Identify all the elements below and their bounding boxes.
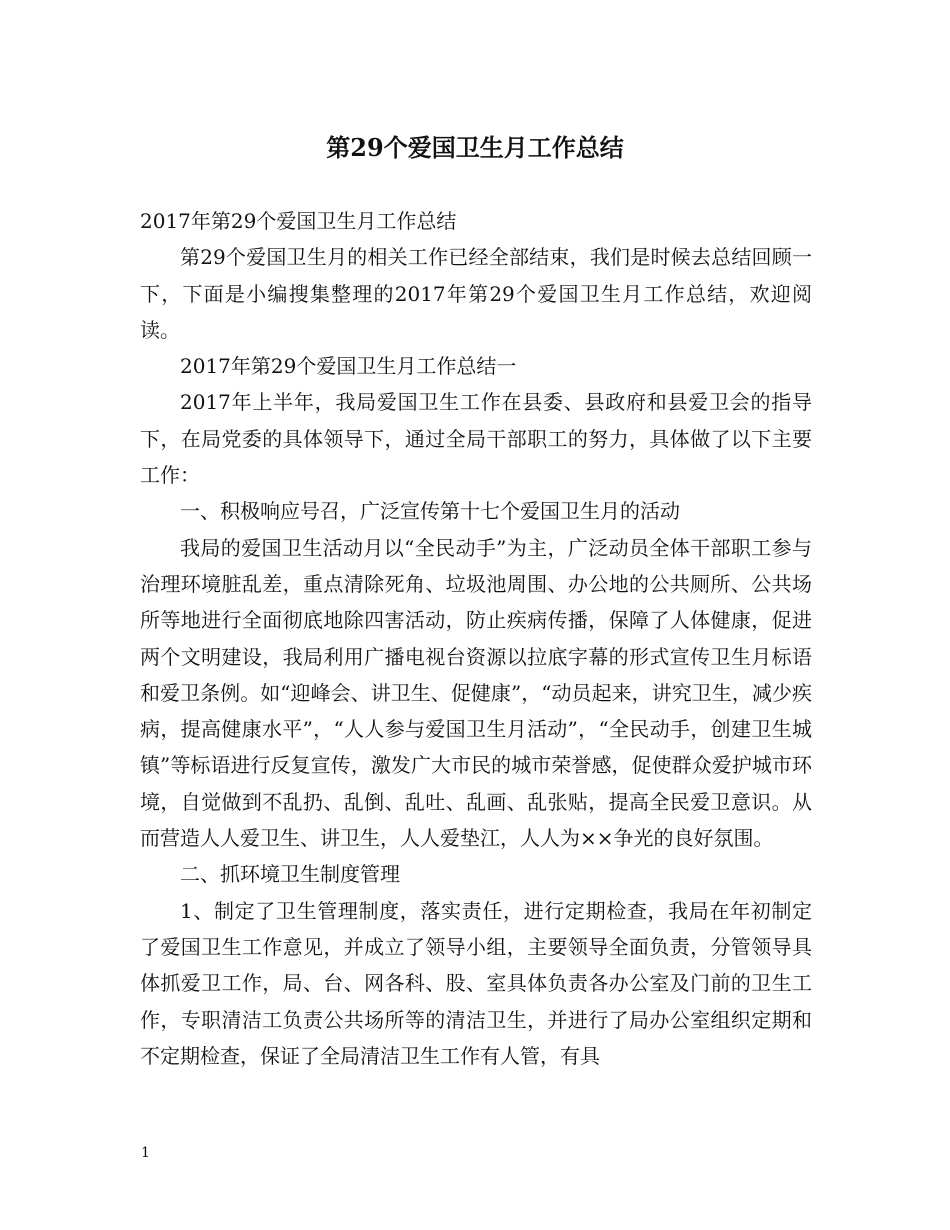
section-heading-propaganda: 一、积极响应号召，广泛宣传第十七个爱国卫生月的活动 (180, 499, 680, 524)
document-body (140, 203, 812, 1074)
document-title: 第29个爱国卫生月工作总结 (326, 133, 624, 162)
body-paragraph: 1、制定了卫生管理制度，落实责任，进行定期检查，我局在年初制定了爱国卫生工作意见，并成立了领导小组，主要领导全面负责，分管领导具体抓爱卫工作，局、台、网各科、股、室具体负责各办公室及门前的卫生工作，专职清洁工负责公共场所等的清洁卫生，并进行了局办公室组织定期和不定期检查，保证了全局清洁卫生工作有人管，有具 (140, 898, 812, 1068)
subtitle-paragraph: 2017年第29个爱国卫生月工作总结 (140, 209, 457, 233)
section-heading-management: 二、抓环境卫生制度管理 (180, 862, 400, 887)
section-heading-one: 2017年第29个爱国卫生月工作总结一 (180, 354, 517, 379)
body-paragraph: 我局的爱国卫生活动月以“全民动手”为主，广泛动员全体干部职工参与治理环境脏乱差，重点清除死角、垃圾池周围、办公地的公共厕所、公共场所等地进行全面彻底地除四害活动，防止疾病传播，保障了人体健康，促进两个文明建设，我局利用广播电视台资源以拉底字幕的形式宣传卫生月标语和爱卫条例。如“迎峰会、讲卫生、促健康”，“动员起来，讲究卫生，减少疾病，提高健康水平”，“人人参与爱国卫生月活动”，“全民动手，创建卫生城镇”等标语进行反复宣传，激发广大市民的城市荣誉感，促使群众爱护城市环境，自觉做到不乱扔、乱倒、乱吐、乱画、乱张贴，提高全民爱卫意识。从而营造人人爱卫生、讲卫生，人人爱垫江，人人为××争光的良好氛围。 (140, 535, 812, 851)
page-number: 1 (141, 1145, 150, 1161)
intro-paragraph: 第29个爱国卫生月的相关工作已经全部结束，我们是时候去总结回顾一下，下面是小编搜集整理的2017年第29个爱国卫生月工作总结，欢迎阅读。 (140, 245, 812, 342)
body-paragraph: 2017年上半年，我局爱国卫生工作在县委、县政府和县爱卫会的指导下，在局党委的具体领导下，通过全局干部职工的努力，具体做了以下主要工作： (140, 390, 812, 488)
